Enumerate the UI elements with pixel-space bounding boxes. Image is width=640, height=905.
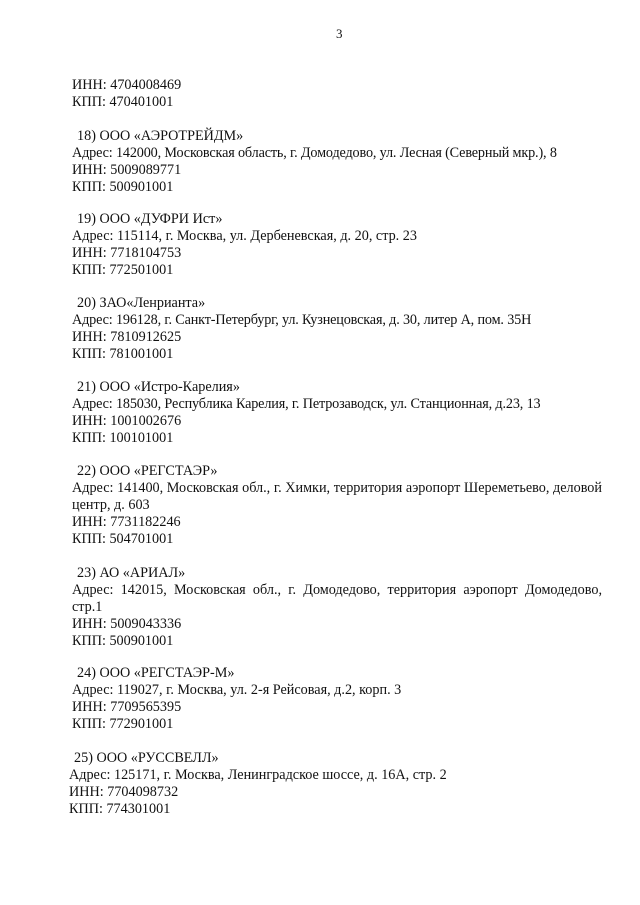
kpp-line: КПП: 100101001 (72, 430, 174, 446)
entry-title: 23) АО «АРИАЛ» (77, 565, 186, 581)
entry-20 (72, 295, 602, 363)
entry-title: 24) ООО «РЕГСТАЭР-М» (77, 665, 235, 681)
entry-19 (72, 211, 602, 279)
inn-line: ИНН: 7731182246 (72, 514, 181, 530)
address-line: Адрес: 142000, Московская область, г. Домодедово, ул. Лесная (Северный мкр.), 8 (72, 145, 557, 161)
entry-title: 19) ООО «ДУФРИ Ист» (77, 211, 223, 227)
inn-line: ИНН: 4704008469 (72, 77, 182, 93)
inn-line: ИНН: 7718104753 (72, 245, 182, 261)
entry-21 (72, 379, 602, 447)
kpp-line: КПП: 781001001 (72, 346, 174, 362)
entry-title: 25) ООО «РУССВЕЛЛ» (74, 750, 219, 766)
kpp-line: КПП: 772501001 (72, 262, 174, 278)
kpp-line: КПП: 470401001 (72, 94, 174, 110)
entry-22 (72, 463, 602, 548)
entry-title: 21) ООО «Истро-Карелия» (77, 379, 240, 395)
inn-line: ИНН: 7709565395 (72, 699, 182, 715)
inn-line: ИНН: 7704098732 (69, 784, 179, 800)
address-line: Адрес: 141400, Московская обл., г. Химки, территория аэропорт Шереметьево, деловой центр, д. 603 (72, 480, 602, 513)
entry-25 (69, 750, 599, 818)
kpp-line: КПП: 774301001 (69, 801, 171, 817)
kpp-line: КПП: 504701001 (72, 531, 174, 547)
address-line: Адрес: 125171, г. Москва, Ленинградское шоссе, д. 16А, стр. 2 (69, 767, 447, 783)
address-line: Адрес: 115114, г. Москва, ул. Дербеневская, д. 20, стр. 23 (72, 228, 417, 244)
address-line: Адрес: 196128, г. Санкт-Петербург, ул. Кузнецовская, д. 30, литер А, пом. 35Н (72, 312, 532, 328)
address-line: Адрес: 185030, Республика Карелия, г. Петрозаводск, ул. Станционная, д.23, 13 (72, 396, 541, 412)
address-line: Адрес: 142015, Московская обл., г. Домодедово, территория аэропорт Домодедово, стр.1 (72, 582, 602, 615)
entry-title: 22) ООО «РЕГСТАЭР» (77, 463, 218, 479)
inn-line: ИНН: 5009043336 (72, 616, 182, 632)
inn-line: ИНН: 5009089771 (72, 162, 182, 178)
kpp-line: КПП: 500901001 (72, 633, 174, 649)
entry-24 (72, 665, 602, 733)
kpp-line: КПП: 772901001 (72, 716, 174, 732)
entry-continued (72, 77, 602, 111)
entry-title: 20) ЗАО«Ленрианта» (77, 295, 206, 311)
inn-line: ИНН: 1001002676 (72, 413, 182, 429)
entry-23 (72, 565, 602, 650)
entry-title: 18) ООО «АЭРОТРЕЙДМ» (77, 128, 244, 144)
address-line: Адрес: 119027, г. Москва, ул. 2-я Рейсовая, д.2, корп. 3 (72, 682, 402, 698)
page-number: 3 (336, 26, 343, 41)
inn-line: ИНН: 7810912625 (72, 329, 182, 345)
kpp-line: КПП: 500901001 (72, 179, 174, 195)
entry-18 (72, 128, 602, 196)
